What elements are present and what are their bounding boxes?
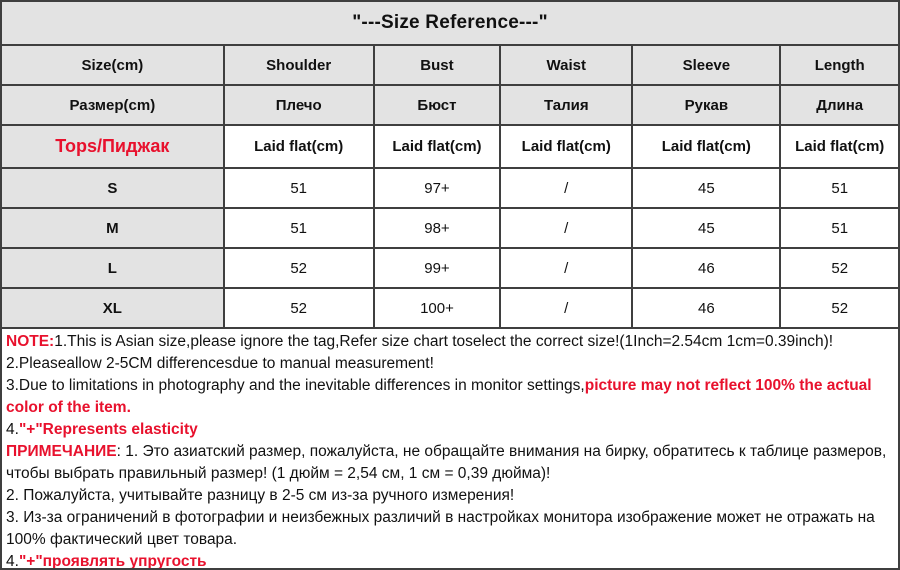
bust-value: 97+ [374,168,501,208]
bust-value: 98+ [374,208,501,248]
page-title: "---Size Reference---" [1,1,899,45]
sleeve-value: 45 [632,168,780,208]
header-length: Length [780,45,899,85]
header-size-ru: Размер(cm) [1,85,224,125]
title-row [1,1,899,45]
size-label: S [1,168,224,208]
note-en-1 [6,331,893,353]
category-row [1,125,899,168]
category-label: Tops/Пиджак [1,125,224,168]
shoulder-value: 52 [224,288,374,328]
note-segment: 1.This is Asian size,please ignore the tag,Refer size chart toselect the correct size!(1Inch=2.54cm 1cm=0.39inch)! [54,333,834,350]
note-segment: 3. Из-за ограничений в фотографии и неизбежных различий в настройках монитора изображение может не отражать на 100% фактический цвет товара. [6,509,875,548]
laid-flat-waist: Laid flat(cm) [500,125,632,168]
note-ru-4 [6,551,893,570]
note-segment: NOTE: [6,333,55,350]
laid-flat-bust: Laid flat(cm) [374,125,501,168]
header-shoulder-ru: Плечо [224,85,374,125]
size-label: L [1,248,224,288]
notes-section [0,329,900,570]
note-en-4 [6,419,893,441]
note-segment: : 1. Это азиатский размер, пожалуйста, не обращайте внимания на бирку, обратитесь к таблице размеров, чтобы выбрать правильный размер! (1 дюйм = 2,54 см, 1 см = 0,39 дюйма)! [6,443,887,482]
note-ru-2 [6,485,893,507]
sleeve-value: 46 [632,288,780,328]
size-rows [1,168,899,328]
bust-value: 100+ [374,288,501,328]
note-en-2 [6,353,893,375]
header-bust-ru: Бюст [374,85,501,125]
header-row-ru [1,85,899,125]
waist-value: / [500,168,632,208]
length-value: 52 [780,288,899,328]
shoulder-value: 51 [224,168,374,208]
waist-value: / [500,248,632,288]
table-row [1,288,899,328]
note-segment: "+"Represents elasticity [18,421,198,438]
header-waist-ru: Талия [500,85,632,125]
note-segment: 4. [6,421,19,438]
length-value: 51 [780,208,899,248]
note-segment: "+"проявлять упругость [18,553,207,570]
size-label: XL [1,288,224,328]
shoulder-value: 52 [224,248,374,288]
note-segment: 2. Пожалуйста, учитывайте разницу в 2-5 см из-за ручного измерения! [6,487,515,504]
header-sleeve: Sleeve [632,45,780,85]
length-value: 52 [780,248,899,288]
note-segment: 2.Pleaseallow 2-5CM differencesdue to manual measurement! [6,355,434,372]
header-shoulder: Shoulder [224,45,374,85]
laid-flat-sleeve: Laid flat(cm) [632,125,780,168]
length-value: 51 [780,168,899,208]
waist-value: / [500,208,632,248]
header-size: Size(cm) [1,45,224,85]
header-bust: Bust [374,45,501,85]
header-length-ru: Длина [780,85,899,125]
table-row [1,168,899,208]
size-label: M [1,208,224,248]
table-row [1,208,899,248]
sleeve-value: 46 [632,248,780,288]
note-en-3 [6,375,893,419]
waist-value: / [500,288,632,328]
note-segment: 3.Due to limitations in photography and the inevitable differences in monitor settings, [6,377,585,394]
laid-flat-length: Laid flat(cm) [780,125,899,168]
shoulder-value: 51 [224,208,374,248]
header-waist: Waist [500,45,632,85]
header-sleeve-ru: Рукав [632,85,780,125]
note-segment: 4. [6,553,19,570]
bust-value: 99+ [374,248,501,288]
sleeve-value: 45 [632,208,780,248]
laid-flat-shoulder: Laid flat(cm) [224,125,374,168]
note-segment: ПРИМЕЧАНИЕ [6,443,117,460]
note-ru-1 [6,441,893,485]
note-segment: picture may not reflect 100% the actual color of the item. [6,377,872,416]
table-row [1,248,899,288]
header-row-en [1,45,899,85]
note-ru-3 [6,507,893,551]
